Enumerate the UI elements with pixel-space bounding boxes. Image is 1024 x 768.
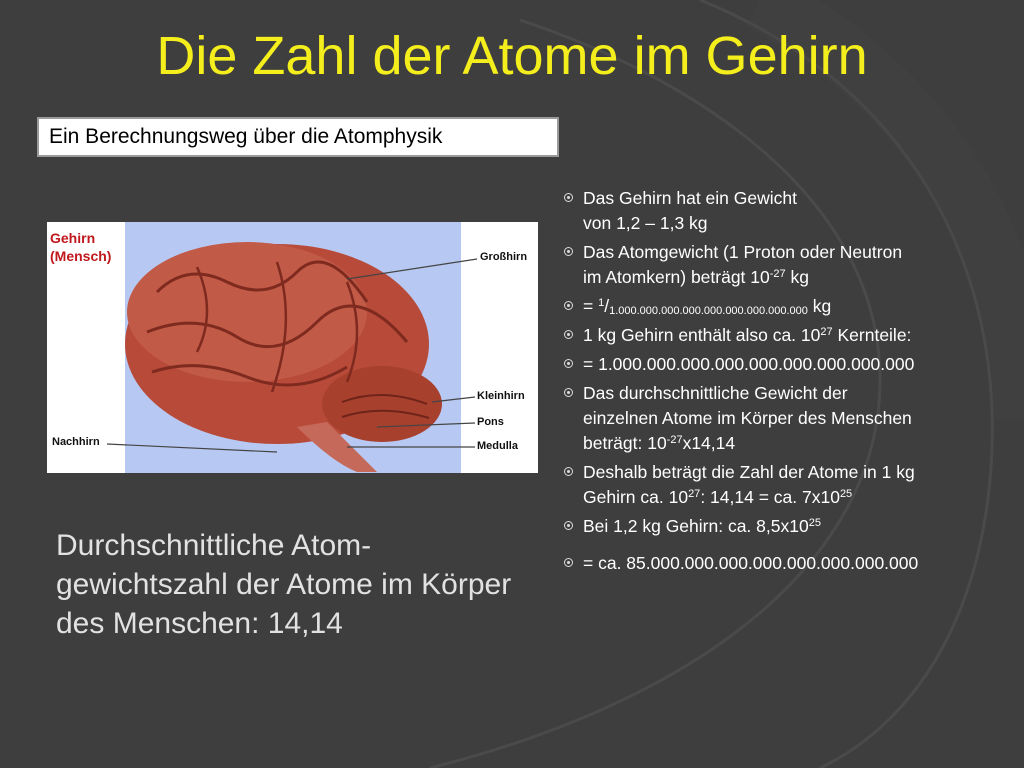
bullet-item [562,460,1017,510]
bullet-icon [564,247,573,256]
fraction-numerator: 1 [598,297,605,309]
bullet-icon [564,330,573,339]
bullet-text: = ca. 85.000.000.000.000.000.000.000.000 [583,553,919,573]
bullet-text: Deshalb beträgt die Zahl der Atome in 1 kg [583,462,915,482]
bullet-item [562,294,1017,319]
bullet-text: Das Gehirn hat ein Gewicht [583,188,797,208]
exponent: -27 [769,268,786,280]
bullet-text: = 1.000.000.000.000.000.000.000.000.000 [583,354,915,374]
figure-title-line1: Gehirn [50,230,96,246]
bullet-text: Das Atomgewicht (1 Proton oder Neutron [583,242,903,262]
label-nachhirn: Nachhirn [52,436,100,448]
exponent: 27 [820,326,833,338]
bullet-icon [564,359,573,368]
bullet-text: kg [785,267,810,287]
label-kleinhirn: Kleinhirn [477,390,525,402]
exponent: 27 [688,488,701,500]
exponent: 25 [808,517,821,529]
bullet-item [562,240,1017,290]
bullet-text: : 14,14 = ca. 7x10 [700,487,840,507]
bullet-icon [564,521,573,530]
fraction-slash: / [604,296,610,316]
figure-title-line2: (Mensch) [50,248,112,264]
brain-figure [47,222,538,473]
bullet-text: x14,14 [682,433,736,453]
bullet-text: von 1,2 – 1,3 kg [583,213,708,233]
bullet-text: im Atomkern) beträgt 10 [583,267,770,287]
exponent: -27 [666,434,683,446]
bullet-item [562,381,1017,456]
label-grosshirn: Großhirn [480,251,528,263]
bullet-text: Kernteile: [832,325,912,345]
label-pons: Pons [477,416,504,428]
exponent: 25 [839,488,853,500]
bullet-text: = [583,296,599,316]
bullet-item [562,186,1017,236]
bullet-item [562,323,1017,348]
label-medulla: Medulla [477,440,518,452]
bullet-text: einzelnen Atome im Körper des Menschen [583,408,912,428]
bullet-text: Das durchschnittliche Gewicht der [583,383,848,403]
bullet-icon [564,301,573,310]
bullet-text: beträgt: 10 [583,433,667,453]
bullet-icon [564,388,573,397]
bullet-icon [564,467,573,476]
bullet-text: Gehirn ca. 10 [583,487,689,507]
bullet-item [562,551,1017,576]
bullet-text: Bei 1,2 kg Gehirn: ca. 8,5x10 [583,516,809,536]
slide-title: Die Zahl der Atome im Gehirn [156,26,868,86]
bullet-text: 1 kg Gehirn enthält also ca. 10 [583,325,821,345]
bullet-icon [564,193,573,202]
bullet-list [562,186,1017,580]
fraction-denominator: 1.000.000.000.000.000.000.000.000.000 [609,305,808,317]
subtitle-box: Ein Berechnungsweg über die Atomphysik [37,117,559,157]
bullet-item [562,514,1017,539]
bullet-item [562,352,1017,377]
brain-illustration [47,222,538,473]
bullet-text: kg [807,296,832,316]
bullet-icon [564,558,573,567]
caption-text: Durchschnittliche Atom-gewichtszahl der Atome im Körper des Menschen: 14,14 [56,529,512,640]
